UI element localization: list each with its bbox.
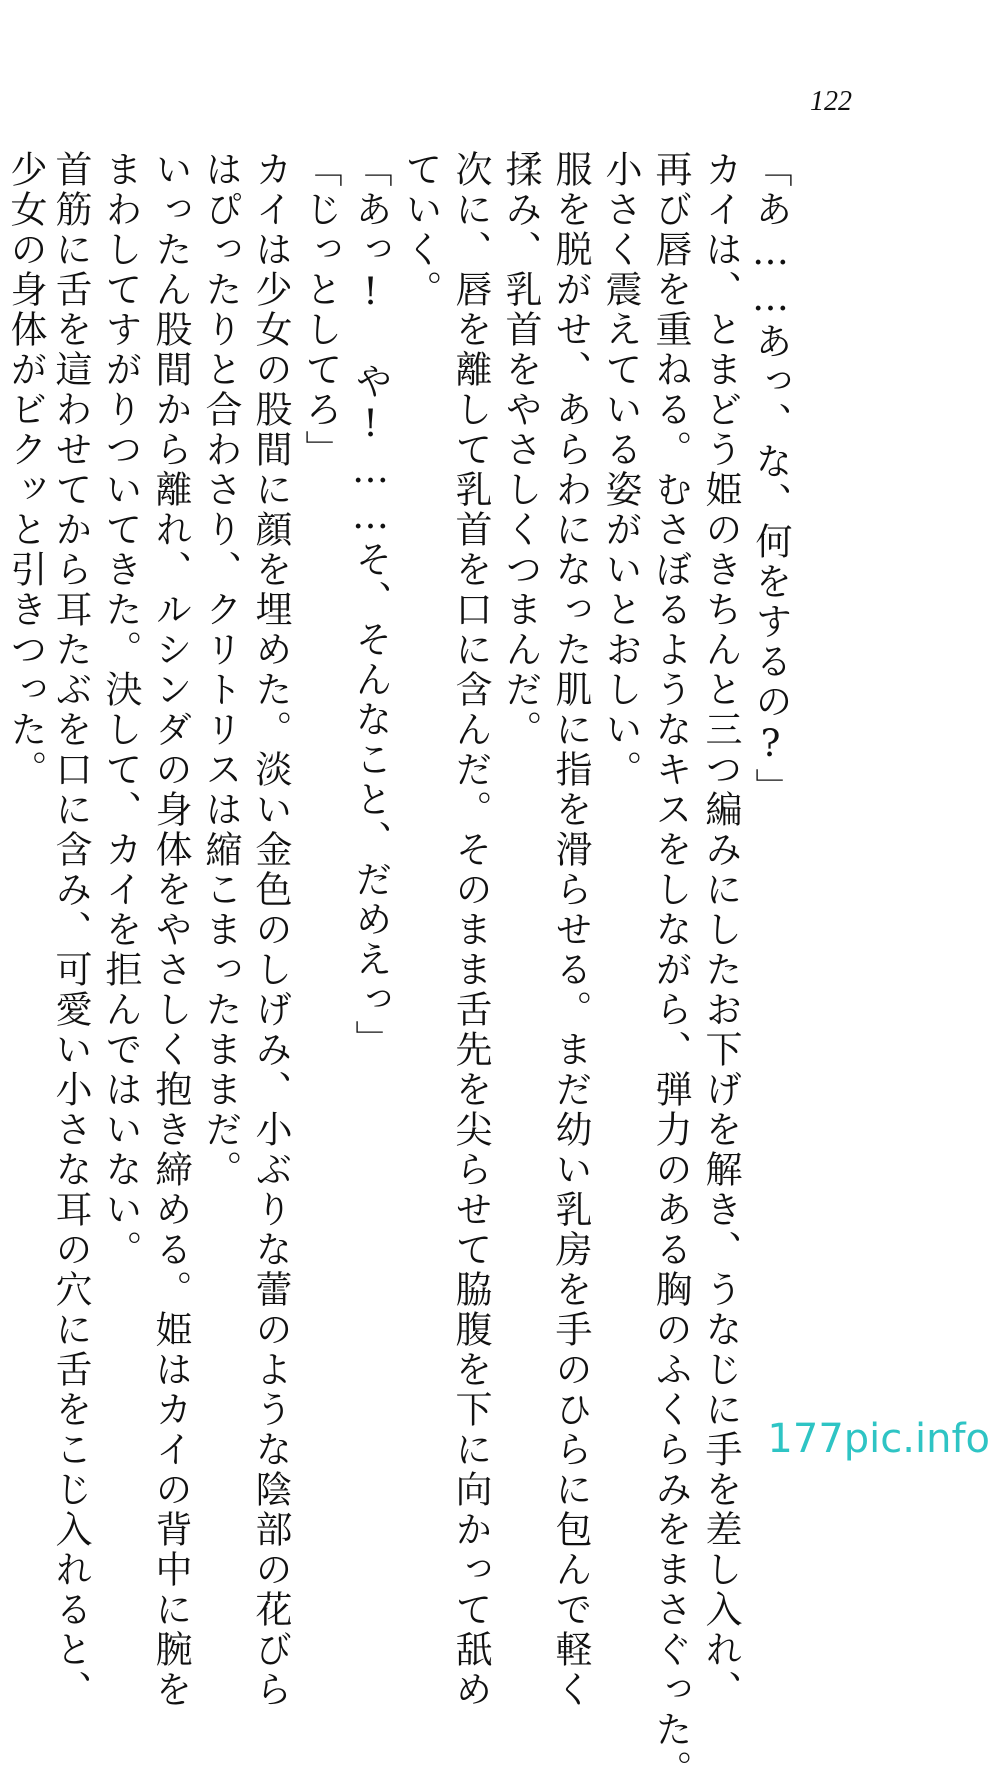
text-line: 次に、唇を離して乳首を口に含んだ。そのまま舌先を尖らせて脇腹を下に向かって舐め <box>449 150 492 1710</box>
text-line: 揉み、乳首をやさしくつまんだ。 <box>499 150 542 750</box>
page-number: 122 <box>810 86 852 117</box>
text-line: 服を脱がせ、あらわになった肌に指を滑らせる。まだ幼い乳房を手のひらに包んで軽く <box>549 150 592 1710</box>
text-line: いったん股間から離れ、ルシンダの身体をやさしく抱き締める。姫はカイの背中に腕を <box>149 150 192 1710</box>
text-line: 「あっ! や!……そ、そんなこと、だめえっ」 <box>349 150 392 1060</box>
text-line: 少女の身体がビクッと引きつった。 <box>4 150 47 790</box>
text-line: 「じっとしてろ」 <box>299 150 342 470</box>
text-line: カイは少女の股間に顔を埋めた。淡い金色のしげみ、小ぶりな蕾のような陰部の花びら <box>249 150 292 1710</box>
text-line: カイは、とまどう姫のきちんと三つ編みにしたお下げを解き、うなじに手を差し入れ、 <box>699 150 742 1710</box>
text-line: 小さく震えている姿がいとおしい。 <box>599 150 642 790</box>
text-line: はぴったりと合わさり、クリトリスは縮こまったままだ。 <box>199 150 242 1190</box>
watermark-text: 177pic.info <box>767 1416 990 1462</box>
text-line: まわしてすがりついてきた。決して、カイを拒んではいない。 <box>99 150 142 1270</box>
text-line: 首筋に舌を這わせてから耳たぶを口に含み、可愛い小さな耳の穴に舌をこじ入れると、 <box>49 150 92 1710</box>
text-line: 「あ……あっ、な、何をするの?」 <box>749 150 792 808</box>
text-line: ていく。 <box>399 150 442 310</box>
text-line: 再び唇を重ねる。むさぼるようなキスをしながら、弾力のある胸のふくらみをまさぐった。 <box>649 150 692 1790</box>
